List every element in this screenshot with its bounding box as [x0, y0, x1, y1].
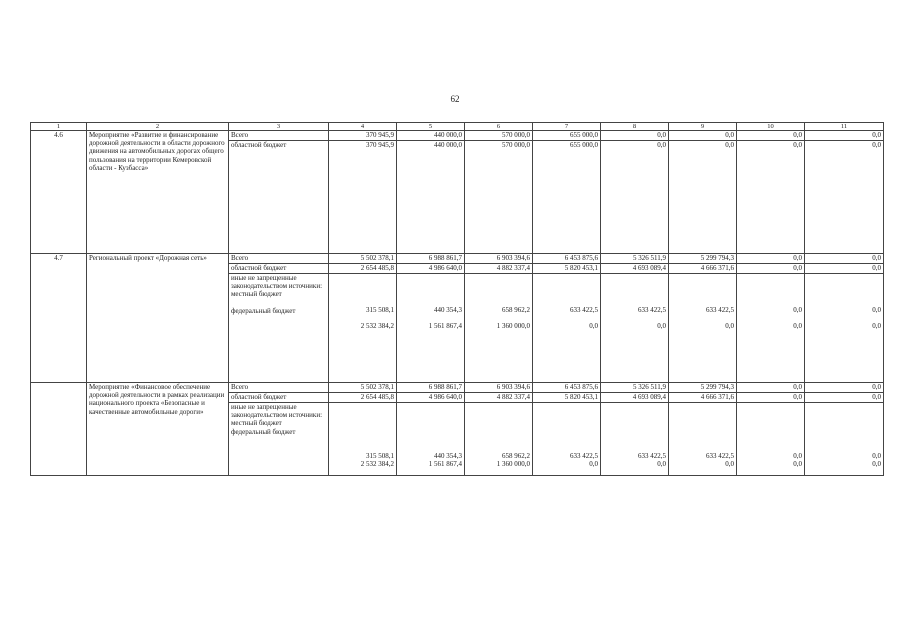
- amount-cell: 633 422,5: [570, 306, 598, 314]
- funding-source: федеральный бюджет: [231, 306, 296, 315]
- amount-cell: 0,0: [657, 460, 666, 469]
- amount-cell-group: [601, 403, 669, 476]
- amount-cell: 5 299 794,3: [669, 254, 737, 264]
- column-number: 3: [229, 123, 329, 131]
- amount-cell: 0,0: [793, 452, 802, 460]
- amount-cell: 0,0: [805, 393, 884, 403]
- amount-cell: 6 988 861,7: [397, 254, 465, 264]
- amount-cell: 4 666 371,6: [669, 264, 737, 274]
- amount-cell: 0,0: [601, 141, 669, 254]
- amount-cell: 1 360 000,0: [496, 460, 530, 469]
- amount-cell: 4 986 640,0: [397, 393, 465, 403]
- amount-cell-group: [329, 403, 397, 476]
- amount-cell: 0,0: [669, 141, 737, 254]
- amount-cell-group: [737, 274, 805, 383]
- amount-cell: 5 326 511,9: [601, 383, 669, 393]
- funding-source: местный бюджет: [231, 290, 282, 299]
- column-number: 1: [31, 123, 87, 131]
- funding-source: Всего: [229, 383, 329, 393]
- amount-cell: 655 000,0: [533, 131, 601, 141]
- amount-cell: 570 000,0: [465, 141, 533, 254]
- amount-cell: 2 532 384,2: [360, 460, 394, 469]
- amount-cell-group: [805, 274, 884, 383]
- column-number: 9: [669, 123, 737, 131]
- amount-cell: 5 326 511,9: [601, 254, 669, 264]
- amount-cell: 0,0: [601, 131, 669, 141]
- amount-cell: 0,0: [589, 322, 598, 331]
- table-row: [31, 383, 884, 393]
- amount-cell: 0,0: [589, 460, 598, 469]
- table-body: [31, 123, 884, 476]
- column-number: 10: [737, 123, 805, 131]
- amount-cell: 0,0: [793, 322, 802, 331]
- amount-cell: 0,0: [793, 306, 802, 314]
- amount-cell-group: [805, 403, 884, 476]
- amount-cell: 0,0: [805, 383, 884, 393]
- amount-cell-group: [669, 403, 737, 476]
- amount-cell: 5 820 453,1: [533, 393, 601, 403]
- amount-cell: 5 502 378,1: [329, 254, 397, 264]
- amount-cell: 1 561 867,4: [428, 322, 462, 331]
- table-row: [31, 254, 884, 264]
- amount-cell: 0,0: [725, 322, 734, 331]
- amount-cell-group: [669, 274, 737, 383]
- amount-cell: 4 693 089,4: [601, 393, 669, 403]
- amount-cell: 0,0: [737, 264, 805, 274]
- amount-cell: 6 453 875,6: [533, 254, 601, 264]
- column-number: 5: [397, 123, 465, 131]
- budget-table: [30, 122, 884, 476]
- amount-cell: 4 882 337,4: [465, 393, 533, 403]
- column-number: 4: [329, 123, 397, 131]
- amount-cell: 5 820 453,1: [533, 264, 601, 274]
- amount-cell: 658 962,2: [502, 306, 530, 314]
- amount-cell-group: [533, 274, 601, 383]
- item-name: Мероприятие «Финансовое обеспечение дорожной деятельности в рамках реализации национального проекта «Безопасные и качественные автомобильные дороги»: [87, 383, 229, 476]
- amount-cell: 1 561 867,4: [428, 460, 462, 469]
- amount-cell: 6 453 875,6: [533, 383, 601, 393]
- amount-cell: 0,0: [805, 141, 884, 254]
- item-number: 4.6: [31, 131, 87, 254]
- table-row: [31, 131, 884, 141]
- amount-cell: 315 508,1: [366, 452, 394, 460]
- amount-cell-group: [601, 274, 669, 383]
- amount-cell: 0,0: [737, 254, 805, 264]
- funding-source: федеральный бюджет: [231, 427, 296, 436]
- amount-cell: 0,0: [872, 306, 881, 314]
- column-number: 2: [87, 123, 229, 131]
- amount-cell-group: [465, 274, 533, 383]
- amount-cell: 6 903 394,6: [465, 254, 533, 264]
- amount-cell-group: [397, 403, 465, 476]
- amount-cell-group: [397, 274, 465, 383]
- amount-cell: 0,0: [725, 460, 734, 469]
- page-number: 62: [450, 94, 460, 104]
- amount-cell-group: [737, 403, 805, 476]
- column-number: 8: [601, 123, 669, 131]
- amount-cell: 0,0: [805, 131, 884, 141]
- amount-cell: 440 000,0: [397, 131, 465, 141]
- amount-cell: 0,0: [737, 393, 805, 403]
- column-number: 7: [533, 123, 601, 131]
- amount-cell: 6 988 861,7: [397, 383, 465, 393]
- amount-cell: 0,0: [872, 460, 881, 469]
- amount-cell: 6 903 394,6: [465, 383, 533, 393]
- column-number-row: [31, 123, 884, 131]
- amount-cell: 0,0: [737, 383, 805, 393]
- amount-cell-group: [329, 274, 397, 383]
- amount-cell: 633 422,5: [570, 452, 598, 460]
- funding-source: областной бюджет: [229, 141, 329, 254]
- other-sources-label: иные не запрещенные законодательством источники:: [231, 403, 323, 420]
- amount-cell: 5 502 378,1: [329, 383, 397, 393]
- other-sources-label: иные не запрещенные законодательством источники:: [231, 274, 323, 291]
- amount-cell: 5 299 794,3: [669, 383, 737, 393]
- item-number: 4.7: [31, 254, 87, 383]
- amount-cell: 4 986 640,0: [397, 264, 465, 274]
- amount-cell: 1 360 000,0: [496, 322, 530, 331]
- funding-source: Всего: [229, 131, 329, 141]
- amount-cell: 4 882 337,4: [465, 264, 533, 274]
- amount-cell: 633 422,5: [706, 452, 734, 460]
- amount-cell: 0,0: [872, 322, 881, 331]
- amount-cell: 2 654 485,8: [329, 264, 397, 274]
- amount-cell: 2 654 485,8: [329, 393, 397, 403]
- amount-cell: 0,0: [805, 254, 884, 264]
- amount-cell: 570 000,0: [465, 131, 533, 141]
- funding-source: областной бюджет: [229, 264, 329, 274]
- amount-cell: 658 962,2: [502, 452, 530, 460]
- funding-source: областной бюджет: [229, 393, 329, 403]
- amount-cell: 4 666 371,6: [669, 393, 737, 403]
- amount-cell: 440 354,3: [434, 452, 462, 460]
- amount-cell: 370 945,9: [329, 141, 397, 254]
- amount-cell-group: [465, 403, 533, 476]
- amount-cell: 633 422,5: [706, 306, 734, 314]
- item-name: Региональный проект «Дорожная сеть»: [87, 254, 229, 383]
- amount-cell: 655 000,0: [533, 141, 601, 254]
- amount-cell: 440 000,0: [397, 141, 465, 254]
- item-number: [31, 383, 87, 476]
- funding-source-group: [229, 403, 329, 476]
- amount-cell-group: [533, 403, 601, 476]
- amount-cell: 0,0: [737, 141, 805, 254]
- amount-cell: 0,0: [669, 131, 737, 141]
- amount-cell: 0,0: [872, 452, 881, 460]
- funding-source: Всего: [229, 254, 329, 264]
- funding-source: местный бюджет: [231, 419, 282, 428]
- amount-cell: 4 693 089,4: [601, 264, 669, 274]
- amount-cell: 440 354,3: [434, 306, 462, 314]
- column-number: 6: [465, 123, 533, 131]
- amount-cell: 633 422,5: [638, 452, 666, 460]
- column-number: 11: [805, 123, 884, 131]
- amount-cell: 0,0: [793, 460, 802, 469]
- amount-cell: 0,0: [657, 322, 666, 331]
- amount-cell: 633 422,5: [638, 306, 666, 314]
- funding-source-group: [229, 274, 329, 383]
- amount-cell: 0,0: [737, 131, 805, 141]
- amount-cell: 315 508,1: [366, 306, 394, 314]
- amount-cell: 2 532 384,2: [360, 322, 394, 331]
- amount-cell: 0,0: [805, 264, 884, 274]
- amount-cell: 370 945,9: [329, 131, 397, 141]
- item-name: Мероприятие «Развитие и финансирование дорожной деятельности в области дорожного движения на автомобильных дорогах общего пользования на территории Кемеровской области - Кузбасса»: [87, 131, 229, 254]
